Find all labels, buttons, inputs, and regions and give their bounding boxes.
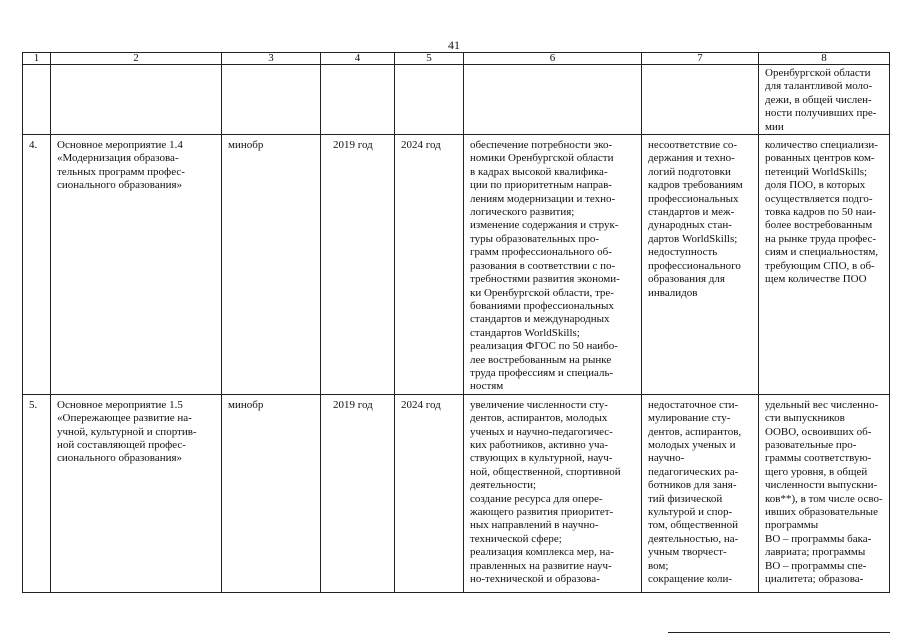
column-number: 1 — [23, 53, 51, 65]
result-cell: обеспечение потребности эко- номики Оренбургской области в кадрах высокой квалифика- ции по приоритетным направ- лениям модернизации и техно- логического развития; изменение содержания и струк- туры образовательных про- грамм профессионального об- разования в соответствии с по- требностями развития экономи- ки Оренбургской области, тре- бованиями профессиональных стандартов и международных стандартов WorldSkills; реализация ФГОС по 50 наибо- лее востребованным на рынке труда профессиям и специаль- ностям — [464, 135, 642, 395]
end-year-cell: 2024 год — [395, 135, 464, 395]
column-number: 7 — [642, 53, 759, 65]
consequences-cell: недостаточное сти- мулирование сту- дентов, аспирантов, молодых ученых и научно- педагогических ра- ботников для заня- тий физической культурой и спор- том, общественной деятельностью, на- учным творчест- вом; сокращение коли- — [642, 394, 759, 592]
column-number: 5 — [395, 53, 464, 65]
program-table — [22, 52, 890, 593]
cell-empty — [23, 65, 51, 135]
executor-cell: минобр — [222, 135, 321, 395]
result-cell: увеличение численности сту- дентов, аспирантов, молодых ученых и научно-педагогичес- ких работников, активно уча- ствующих в культурной, науч- ной, общественной, спортивной деятельности; создание ресурса для опере- жающего развития приоритет- ных направлений в научно- технической сфере; реализация комплекса мер, на- правленных на развитие науч- но-технической и образова- — [464, 394, 642, 592]
column-number: 4 — [321, 53, 395, 65]
cell-empty — [395, 65, 464, 135]
cell-empty — [642, 65, 759, 135]
cell-empty — [321, 65, 395, 135]
executor-cell: минобр — [222, 394, 321, 592]
end-year-cell: 2024 год — [395, 394, 464, 592]
row-number: 4. — [23, 135, 51, 395]
column-number: 8 — [759, 53, 890, 65]
consequences-cell: несоответствие со- держания и техно- логий подготовки кадров требованиям профессиональных стандартов и меж- дународных стан- дартов WorldSkills; недоступность профессионального образования для инвалидов — [642, 135, 759, 395]
table-row — [23, 394, 890, 592]
column-number: 3 — [222, 53, 321, 65]
continuation-row — [23, 65, 890, 135]
start-year-cell: 2019 год — [321, 394, 395, 592]
table-row — [23, 135, 890, 395]
cell-empty — [51, 65, 222, 135]
cell-empty — [222, 65, 321, 135]
column-number: 6 — [464, 53, 642, 65]
page-number: 41 — [448, 38, 460, 52]
column-number: 2 — [51, 53, 222, 65]
row-number: 5. — [23, 394, 51, 592]
indicator-cell: удельный вес численно- сти выпускников ООВО, освоивших об- разовательные про- граммы соответствую- щего уровня, в общей численности выпускни- ков**), в том числе осво- ивших образовательные программы ВО – программы бака- лавриата; программы ВО – программы спе- циалитета; образова- — [759, 394, 890, 592]
event-cell: Основное мероприятие 1.4 «Модернизация образова- тельных программ профес- сионального образования» — [51, 135, 222, 395]
footnote-separator — [668, 632, 890, 633]
indicator-cell: количество специализи- рованных центров ком- петенций WorldSkills; доля ПОО, в которых осуществляется подго- товка кадров по 50 наи- более востребованным на рынке труда профес- сиям и специальностям, требующим СПО, в об- щем количестве ПОО — [759, 135, 890, 395]
column-number-row — [23, 53, 890, 65]
start-year-cell: 2019 год — [321, 135, 395, 395]
cell-empty — [464, 65, 642, 135]
indicator-cell: Оренбургской области для талантливой моло- дежи, в общей числен- ности получивших пре- мии — [759, 65, 890, 135]
event-cell: Основное мероприятие 1.5 «Опережающее развитие на- учной, культурной и спортив- ной составляющей профес- сионального образования» — [51, 394, 222, 592]
